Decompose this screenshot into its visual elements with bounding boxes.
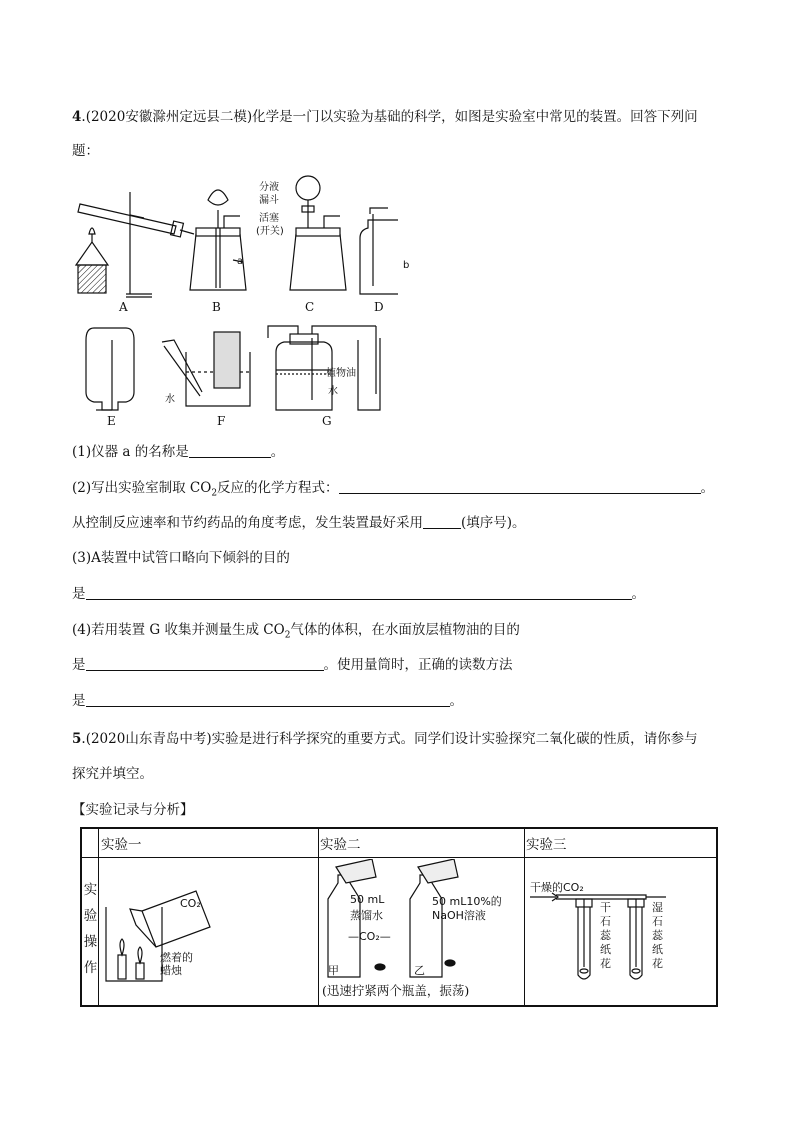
exp2-bottle1-line1: 50 mL <box>350 893 385 906</box>
apparatus-g <box>268 326 380 410</box>
apparatus-a <box>76 192 194 297</box>
answer-blank-1[interactable] <box>189 443 271 458</box>
apparatus-c <box>290 176 346 290</box>
exp1-candle-2: 蜡烛 <box>160 964 182 977</box>
answer-blank-4[interactable] <box>86 585 632 600</box>
q4-stem-line2: 题： <box>72 143 99 159</box>
exp2-bottle1-name: 甲 <box>328 964 339 977</box>
water-label-g: 水 <box>328 386 338 397</box>
answer-blank-6[interactable] <box>86 692 450 707</box>
apparatus-b <box>190 190 246 290</box>
apparatus-d <box>360 208 398 294</box>
oil-label: 植物油 <box>326 368 356 379</box>
header-divider <box>82 857 716 858</box>
exp2-note: (迅速拧紧两个瓶盖，振荡) <box>322 983 470 998</box>
stopcock-label-1: 活塞 <box>259 213 279 224</box>
q4-part3b: 是 。 <box>72 586 645 602</box>
header-exp3: 实验三 <box>526 837 567 853</box>
q4-apparatus-figure <box>68 170 398 430</box>
q4-stem-text: .(2020安徽滁州定远县二模)化学是一门以实验为基础的科学，如图是实验室中常见的装置。回答下列问 <box>81 109 698 125</box>
exp1-drawing <box>100 859 316 1003</box>
stopcock-label-2: (开关) <box>256 226 284 237</box>
q5-number: 5 <box>72 731 82 747</box>
col-divider-2 <box>318 829 319 1005</box>
header-exp2: 实验二 <box>320 837 361 853</box>
label-b: b <box>403 260 410 271</box>
water-label-f: 水 <box>165 394 175 405</box>
funnel-label-1: 分液 <box>259 182 279 193</box>
apparatus-label-a: A <box>119 300 128 314</box>
apparatus-f <box>162 332 250 406</box>
exp2-bottle2-name: 乙 <box>414 964 425 977</box>
answer-blank-3[interactable] <box>423 514 461 529</box>
exp3-paper2: 湿 石 蕊 纸 花 <box>652 901 663 970</box>
q5-stem-line1 <box>72 730 698 748</box>
q5-stem-line2: 探究并填空。 <box>72 766 153 782</box>
answer-blank-2[interactable] <box>339 479 701 494</box>
exp2-bottle2-line2: NaOH溶液 <box>432 909 486 922</box>
q4-part4b: 是 。使用量筒时，正确的读数方法 <box>72 657 513 673</box>
apparatus-label-g: G <box>322 414 332 428</box>
exp2-bottle1-line2: 蒸馏水 <box>350 909 383 922</box>
exp2-gas: —CO₂— <box>348 930 391 943</box>
q4-part4c: 是 。 <box>72 693 463 709</box>
row-label: 实 验 操 作 <box>83 882 98 976</box>
exp1-candle-1: 燃着的 <box>160 951 193 964</box>
q5-section-title: 【实验记录与分析】 <box>72 802 194 818</box>
exp3-paper1: 干 石 蕊 纸 花 <box>600 901 611 970</box>
q4-part4: (4)若用装置 G 收集并测量生成 $CO_2$气体的体积，在水面放层植物油的目的 <box>72 622 520 641</box>
exp2-bottle2-line1: 50 mL10%的 <box>432 895 502 908</box>
experiment-table <box>80 827 718 1007</box>
q4-stem-line1 <box>72 108 698 126</box>
apparatus-label-f: F <box>217 414 226 428</box>
q5-stem-text: .(2020山东青岛中考)实验是进行科学探究的重要方式。同学们设计实验探究二氧化碳的性质，请你参与 <box>81 731 698 747</box>
q4-part1: (1)仪器 a 的名称是 。 <box>72 444 285 460</box>
col-divider-3 <box>524 829 525 1005</box>
funnel-label-2: 漏斗 <box>259 195 279 206</box>
apparatus-label-d: D <box>374 300 384 314</box>
q4-number: 4 <box>72 109 82 125</box>
answer-blank-5[interactable] <box>86 656 324 671</box>
header-exp1: 实验一 <box>101 837 142 853</box>
apparatus-label-c: C <box>305 300 315 314</box>
apparatus-label-b: B <box>212 300 221 314</box>
apparatus-label-e: E <box>107 414 116 428</box>
apparatus-e <box>86 328 134 410</box>
exp1-gas: CO₂ <box>180 897 201 910</box>
exp3-inlet: 干燥的CO₂ <box>530 881 584 894</box>
q4-part3: (3)A装置中试管口略向下倾斜的目的 <box>72 550 290 566</box>
q4-part2b: 从控制反应速率和节约药品的角度考虑，发生装置最好采用 (填序号)。 <box>72 515 526 531</box>
q4-part2: (2)写出实验室制取 $CO_2$反应的化学方程式： 。 <box>72 480 715 499</box>
col-divider-1 <box>98 829 99 1005</box>
label-a: a <box>237 256 244 267</box>
